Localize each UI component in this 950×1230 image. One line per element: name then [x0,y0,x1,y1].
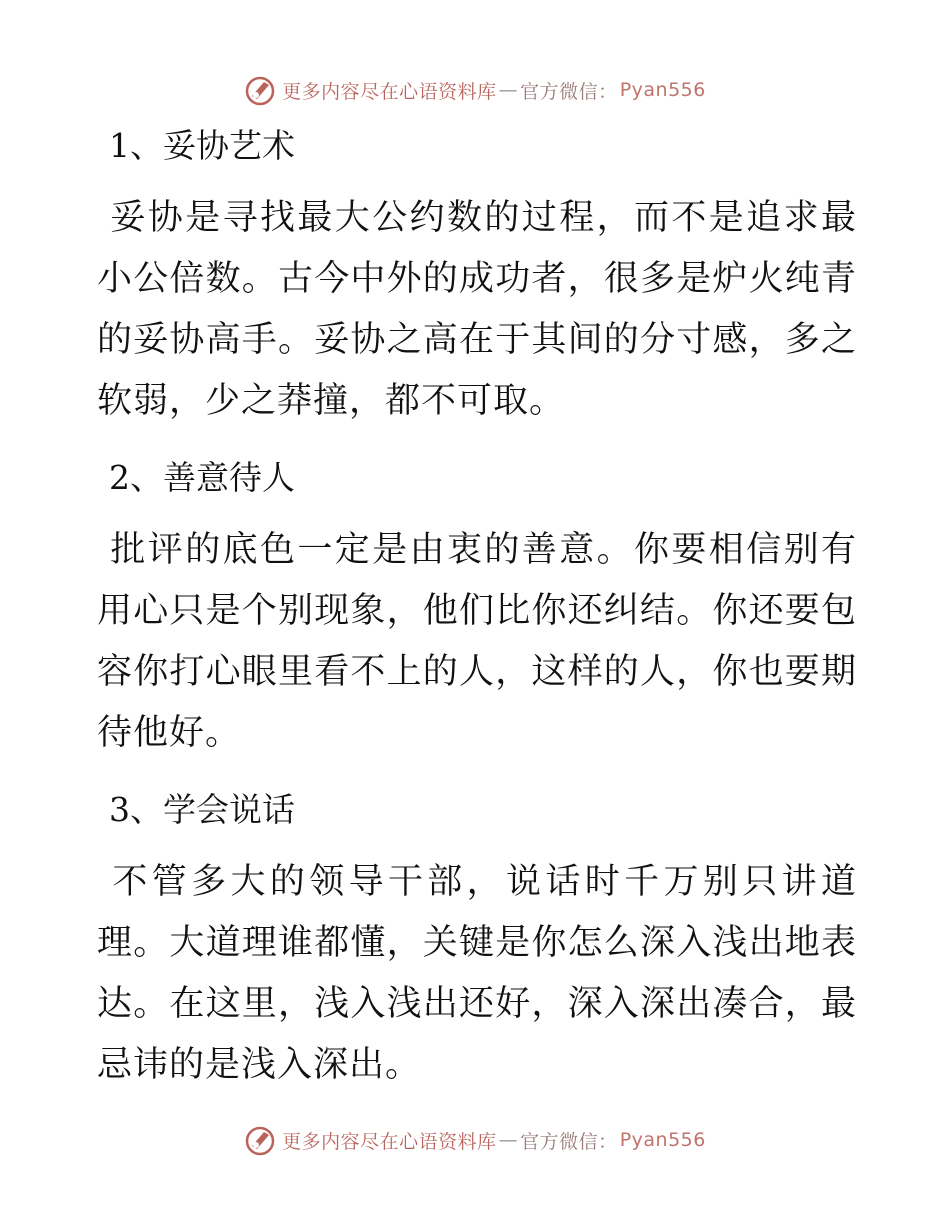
section-paragraph-2 [97,520,857,764]
section-paragraph-2-text: 批评的底色一定是由衷的善意。你要相信别有用心只是个别现象，他们比你还纠结。你还要包容你打心眼里看不上的人，这样的人，你也要期待他好。 [97,530,857,753]
banner-brand-text: 更多内容尽在心语资料库 [282,1130,497,1153]
section-heading-1: 1、妥协艺术 [109,126,295,165]
section-paragraph-3-text: 不管多大的领导干部，说话时千万别只讲道理。大道理谁都懂，关键是你怎么深入浅出地表达。在这里，浅入浅出还好，深入深出凑合，最忌讳的是浅入深出。 [97,862,857,1085]
section-heading-2: 2、善意待人 [109,458,295,497]
banner-wechat-id: Pyan556 [619,1129,706,1151]
banner-wechat-id: Pyan556 [619,79,706,101]
section-paragraph-3 [97,852,857,1096]
banner-brand-text: 更多内容尽在心语资料库 [282,80,497,103]
brand-logo-icon [244,74,276,106]
section-paragraph-1-text: 妥协是寻找最大公约数的过程，而不是追求最小公倍数。古今中外的成功者，很多是炉火纯青的妥协高手。妥协之高在于其间的分寸感，多之软弱，少之莽撞，都不可取。 [97,198,857,421]
footer-watermark-banner [0,1120,950,1160]
header-watermark-banner [0,70,950,110]
banner-dash: — [498,1129,519,1151]
banner-wechat-label: 官方微信： [520,1130,618,1153]
banner-dash: — [498,79,519,101]
document-body [97,118,857,1114]
brand-logo-icon [244,1124,276,1156]
section-heading-3: 3、学会说话 [109,790,295,829]
banner-wechat-label: 官方微信： [520,80,618,103]
section-paragraph-1 [97,188,857,432]
